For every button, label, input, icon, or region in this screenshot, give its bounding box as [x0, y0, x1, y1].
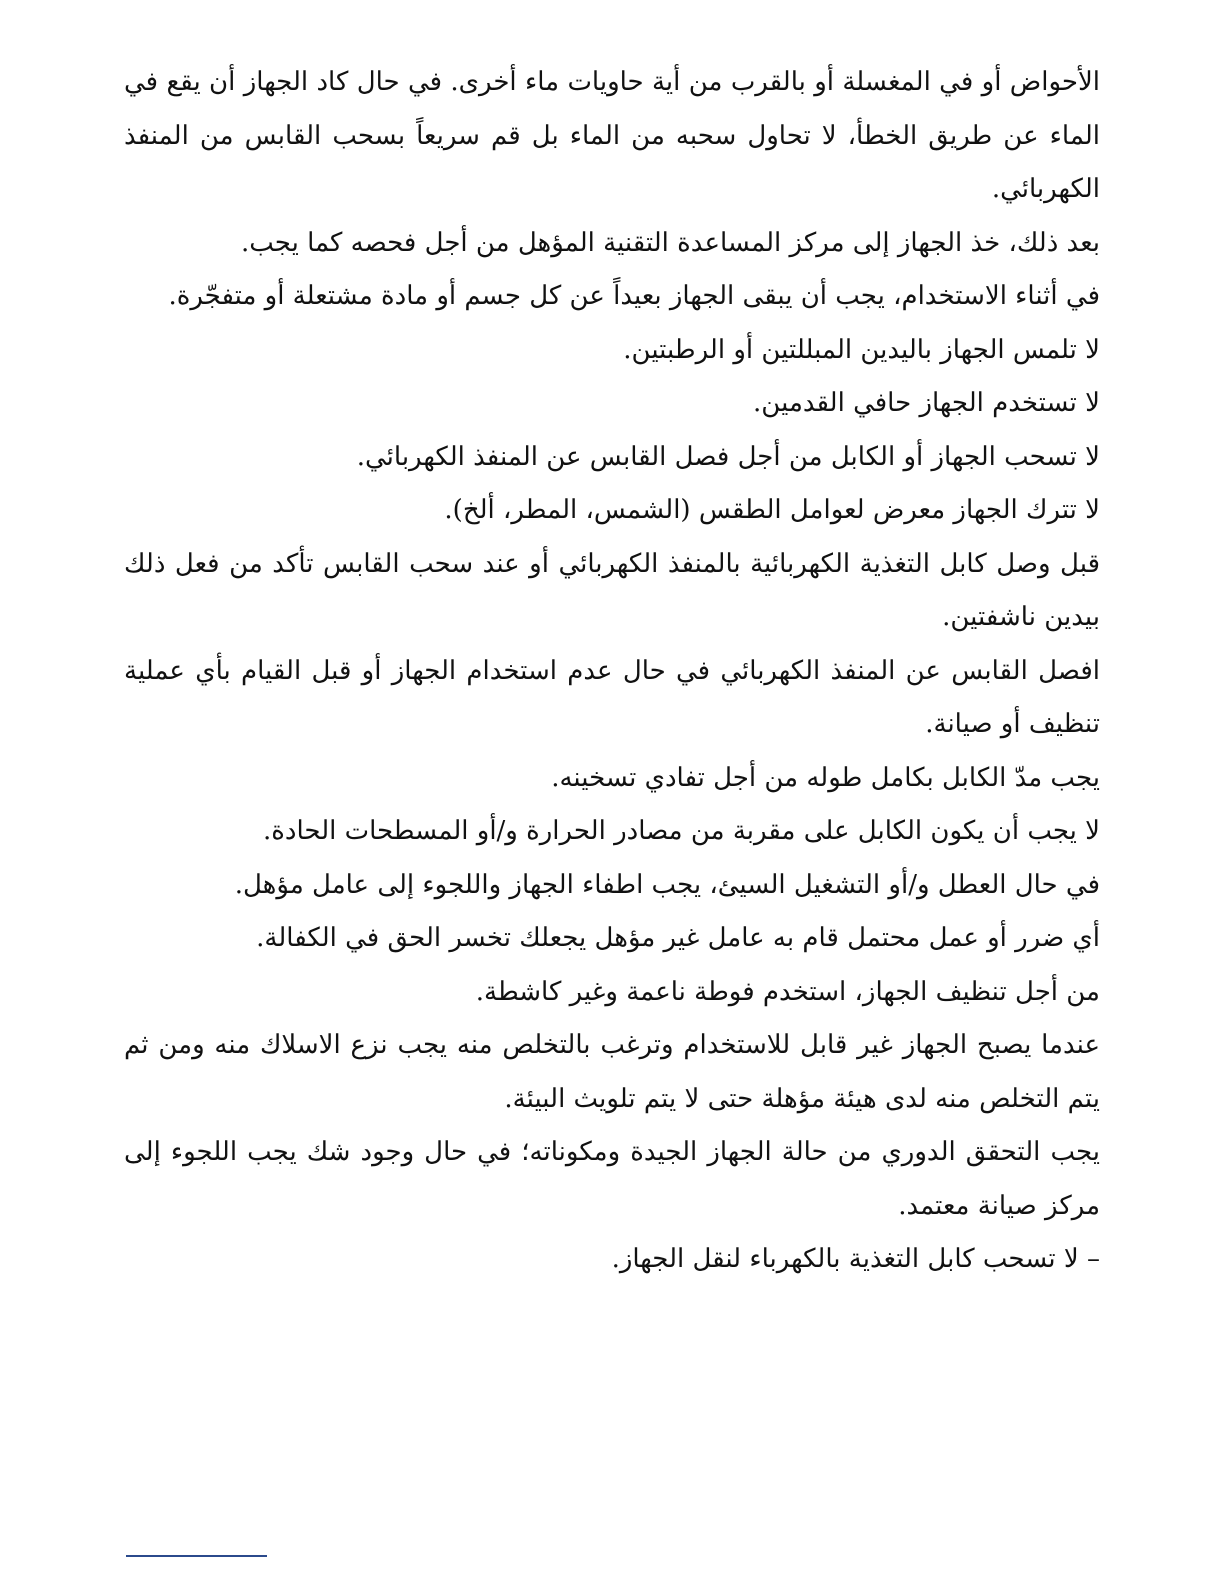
paragraph-water-hazard: الأحواض أو في المغسلة أو بالقرب من أية حاويات ماء أخرى. في حال كاد الجهاز أن يقع في الماء عن طريق الخطأ، لا تحاول سحبه من الماء بل قم سريعاً بسحب القابس من المنفذ الكهربائي. — [124, 67, 1100, 204]
footnote-rule — [126, 1555, 267, 1557]
paragraph-dry-hands: قبل وصل كابل التغذية الكهربائية بالمنفذ الكهربائي أو عند سحب القابس تأكد من فعل ذلك بيدين ناشفتين. — [124, 548, 1100, 632]
paragraph-barefoot: لا تستخدم الجهاز حافي القدمين. — [753, 388, 1100, 418]
paragraph-periodic-check: يجب التحقق الدوري من حالة الجهاز الجيدة ومكوناته؛ في حال وجود شك يجب اللجوء إلى مركز صيانة معتمد. — [124, 1137, 1100, 1221]
paragraph-malfunction: في حال العطل و/أو التشغيل السيئ، يجب اطفاء الجهاز واللجوء إلى عامل مؤهل. — [234, 869, 1100, 900]
paragraph-flammable-distance: في أثناء الاستخدام، يجب أن يبقى الجهاز بعيداً عن كل جسم أو مادة مشتعلة أو متفجّرة. — [168, 281, 1100, 311]
paragraph-extend-cable: يجب مدّ الكابل بكامل طوله من أجل تفادي تسخينه. — [551, 762, 1100, 793]
paragraph-transport: – لا تسحب كابل التغذية بالكهرباء لنقل الجهاز. — [611, 1244, 1100, 1274]
paragraph-cleaning: من أجل تنظيف الجهاز، استخدم فوطة ناعمة وغير كاشطة. — [475, 976, 1100, 1007]
paragraph-pull-cable: لا تسحب الجهاز أو الكابل من أجل فصل القابس عن المنفذ الكهربائي. — [356, 441, 1100, 472]
paragraph-warranty: أي ضرر أو عمل محتمل قام به عامل غير مؤهل يجعلك تخسر الحق في الكفالة. — [256, 923, 1100, 953]
paragraph-disposal: عندما يصبح الجهاز غير قابل للاستخدام وترغب بالتخلص منه يجب نزع الاسلاك منه ومن ثم يتم التخلص منه لدى هيئة مؤهلة حتى لا يتم تلويث البيئة. — [124, 1030, 1100, 1114]
paragraph-wet-hands: لا تلمس الجهاز باليدين المبللتين أو الرطبتين. — [623, 334, 1100, 365]
paragraph-weather: لا تترك الجهاز معرض لعوامل الطقس (الشمس، المطر، ألخ). — [444, 495, 1100, 525]
paragraph-service-center: بعد ذلك، خذ الجهاز إلى مركز المساعدة التقنية المؤهل من أجل فحصه كما يجب. — [240, 227, 1100, 258]
paragraph-heat-sources: لا يجب أن يكون الكابل على مقربة من مصادر الحرارة و/أو المسطحات الحادة. — [263, 816, 1100, 846]
safety-instructions-text — [124, 56, 1100, 1287]
paragraph-unplug: افصل القابس عن المنفذ الكهربائي في حال عدم استخدام الجهاز أو قبل القيام بأي عملية تنظيف أو صيانة. — [124, 655, 1100, 739]
